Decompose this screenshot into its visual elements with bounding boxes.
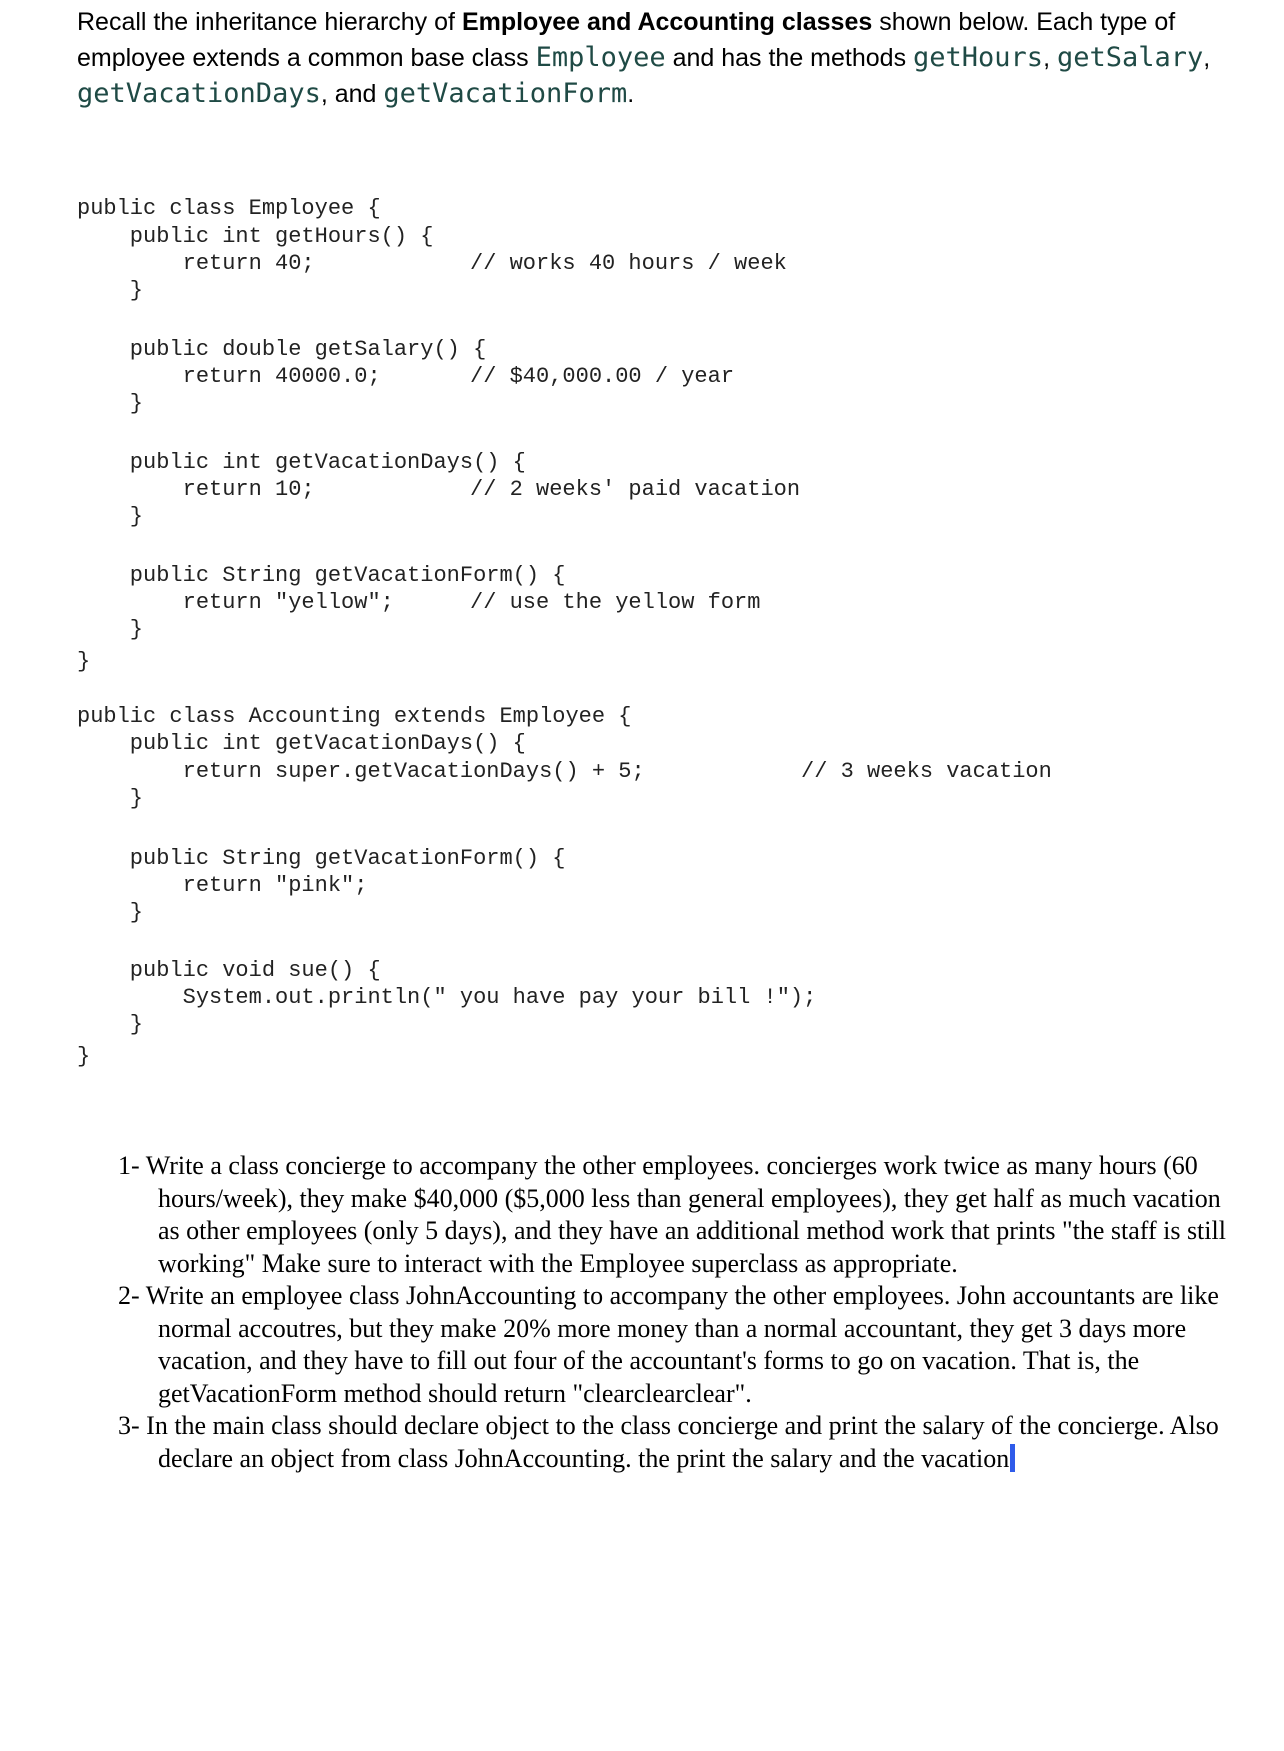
task-item	[118, 1410, 1228, 1475]
code-line: }	[77, 504, 144, 529]
code-comment: // use the yellow form	[470, 590, 761, 615]
code-line: public String getVacationForm() {	[77, 563, 566, 588]
code-line: }	[77, 391, 144, 416]
code-line: }	[77, 786, 144, 811]
intro-text-2: shown below. Each type of employee extends a common base class	[77, 8, 1176, 72]
code-line: public String getVacationForm() {	[77, 846, 566, 871]
intro-end: .	[627, 80, 635, 108]
code-line: return 10;	[77, 477, 315, 502]
intro-sep-3: , and	[320, 80, 384, 108]
code-getvacationdays: getVacationDays	[77, 78, 321, 109]
intro-sep-1: ,	[1043, 44, 1057, 72]
code-line: System.out.println(" you have pay your bill !");	[77, 985, 817, 1010]
code-line: public int getVacationDays() {	[77, 450, 526, 475]
code-line: return "yellow";	[77, 590, 394, 615]
code-line: return 40;	[77, 251, 315, 276]
code-line: }	[77, 1012, 144, 1037]
code-line: public class Employee {	[77, 196, 381, 221]
code-gethours: getHours	[913, 42, 1044, 73]
intro-bold-classes: Employee and Accounting classes	[461, 8, 873, 36]
task-item	[118, 1280, 1228, 1410]
task-item	[118, 1150, 1228, 1280]
code-line: return "pink";	[77, 873, 368, 898]
code-line: public int getHours() {	[77, 224, 434, 249]
code-employee: Employee	[535, 42, 666, 73]
code-line: }	[77, 278, 144, 303]
task-text: 1- Write a class concierge to accompany the other employees. concierges work twice as many hours (60 hours/week), they make $40,000 ($5,000 less than general employees), they get half as much vacation as other employees (only 5 days), and they have an additional method work that prints "the staff is still working" Make sure to interact with the Employee superclass as appropriate.	[118, 1151, 1226, 1278]
code-getvacationform: getVacationForm	[383, 78, 628, 109]
task-text: 3- In the main class should declare object to the class concierge and print the salary of the concierge. Also declare an object from class JohnAccounting. the print the salary and the vacation	[118, 1411, 1219, 1473]
code-line: public int getVacationDays() {	[77, 731, 526, 756]
intro-text-1: Recall the inheritance hierarchy of	[77, 8, 462, 36]
code-line: return super.getVacationDays() + 5;	[77, 759, 645, 784]
text-cursor	[1010, 1444, 1015, 1472]
code-comment: // works 40 hours / week	[470, 251, 787, 276]
intro-sep-2: ,	[1203, 44, 1211, 72]
code-line: }	[77, 649, 91, 674]
intro-text-3: and has the methods	[665, 44, 914, 72]
code-line: public class Accounting extends Employee {	[77, 704, 632, 729]
intro-paragraph	[77, 4, 1267, 112]
code-comment: // 2 weeks' paid vacation	[470, 477, 801, 502]
code-line: }	[77, 617, 144, 642]
code-line: }	[77, 900, 144, 925]
code-line: public double getSalary() {	[77, 337, 487, 362]
code-getsalary: getSalary	[1056, 42, 1204, 73]
code-line: }	[77, 1044, 91, 1069]
code-line: public void sue() {	[77, 958, 381, 983]
task-list	[118, 1150, 1228, 1475]
code-comment: // 3 weeks vacation	[801, 759, 1052, 784]
code-line: return 40000.0;	[77, 364, 381, 389]
task-text: 2- Write an employee class JohnAccounting to accompany the other employees. John accountants are like normal accoutres, but they make 20% more money than a normal accountant, they get 3 days more vacation, and they have to fill out four of the accountant's forms to go on vacation. That is, the getVacationForm method should return "clearclearclear".	[118, 1281, 1219, 1408]
code-comment: // $40,000.00 / year	[470, 364, 735, 389]
